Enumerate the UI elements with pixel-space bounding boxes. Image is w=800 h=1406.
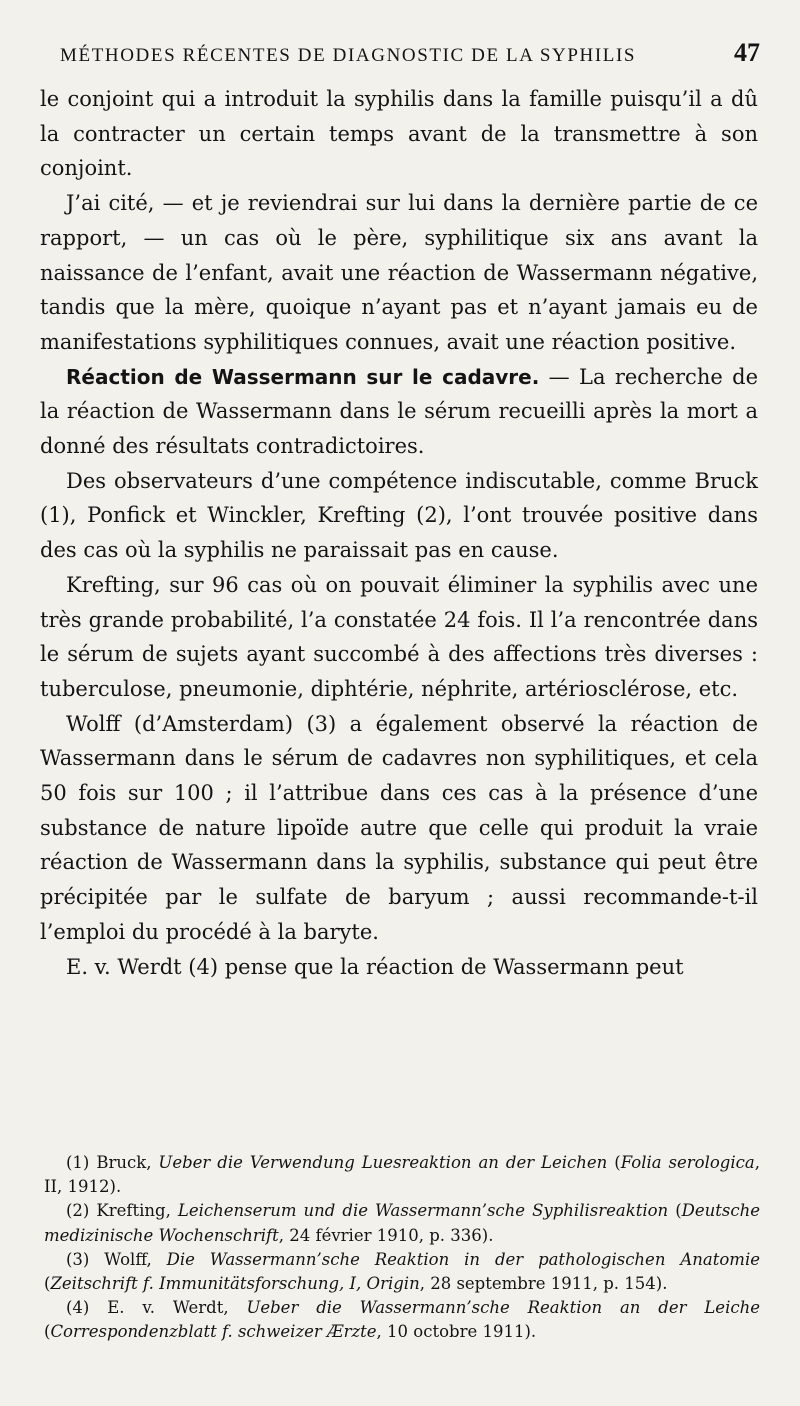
footnote-1 [44,1151,760,1199]
footnote-title: Leichenserum und die Wassermann’sche Syphilisreaktion [177,1201,669,1221]
footnote-number: (1) [66,1153,90,1172]
footnote-text: ( [44,1274,51,1294]
footnotes [44,1151,760,1345]
paragraph-6: Wolff (d’Amsterdam) (3) a également observé la réaction de Wassermann dans le sérum de cadavres non syphilitiques, et cela 50 fois sur 100 ; il l’attribue dans ces cas à la présence d’une substance de nature lipoïde autre que celle qui produit la vraie réaction de Wassermann dans la syphilis, substance qui peut être précipitée par le sulfate de baryum ; aussi recommande-t-il l’emploi du procédé à la baryte. [40,711,758,944]
footnote-3 [44,1248,760,1296]
footnote-title: Ueber die Wassermann’sche Reaktion an der Leiche [246,1298,760,1318]
footnote-text: , 10 octobre 1911). [376,1322,537,1342]
footnote-number: (4) [66,1298,90,1318]
footnote-text: , 24 février 1910, p. 336). [278,1225,494,1245]
section-heading: Réaction de Wassermann sur le cadavre. [66,364,540,389]
footnote-title: Ueber die Verwendung Luesreaktion an der Leichen [158,1153,608,1172]
footnote-4 [44,1296,760,1344]
footnote-journal: Deutsche medizinische Wochenschrift [44,1201,760,1245]
footnote-author: Wolff, [89,1249,167,1269]
footnote-text: , 28 septembre 1911, p. 154). [419,1274,668,1294]
footnote-text: ( [607,1153,621,1172]
paragraph-3 [40,360,758,464]
footnote-text: ( [668,1201,682,1221]
footnote-journal: Folia serologica [620,1153,755,1172]
footnote-title: Die Wassermann’sche Reaktion in der pathologischen Anatomie [166,1249,760,1269]
running-header [60,38,760,78]
footnote-author: Bruck, [89,1153,159,1172]
footnote-journal: Zeitschrift f. Immunitätsforschung, I, Origin [50,1274,420,1294]
footnote-2 [44,1199,760,1247]
running-title: MÉTHODES RÉCENTES DE DIAGNOSTIC DE LA SYPHILIS [60,45,637,66]
page-number: 47 [734,38,760,67]
paragraph-3-text: — La recherche de la réaction de Wassermann dans le sérum recueilli après la mort a donné des résultats contradictoires. [40,364,758,459]
paragraph-1: le conjoint qui a introduit la syphilis dans la famille puisqu’il a dû la contracter un certain temps avant de la transmettre à son conjoint. [40,87,758,181]
footnote-journal: Correspondenzblatt f. schweizer Ærzte [50,1322,377,1342]
footnote-number: (3) [66,1249,90,1269]
paragraph-7: E. v. Werdt (4) pense que la réaction de Wassermann peut [66,954,684,979]
paragraph-5: Krefting, sur 96 cas où on pouvait éliminer la syphilis avec une très grande probabilité, l’a constatée 24 fois. Il l’a rencontrée dans le sérum de sujets ayant succombé à des affections très diverses : tuberculose, pneumonie, diphtérie, néphrite, artériosclérose, etc. [40,572,758,701]
paragraph-4: Des observateurs d’une compétence indiscutable, comme Bruck (1), Ponfick et Winckler, Krefting (2), l’ont trouvée positive dans des cas où la syphilis ne paraissait pas en cause. [40,468,758,563]
footnote-text: , II, 1912). [44,1153,760,1197]
footnote-author: E. v. Werdt, [89,1298,247,1318]
footnote-author: Krefting, [89,1201,178,1221]
footnote-text: ( [44,1322,51,1342]
body-text [40,82,758,984]
footnote-number: (2) [66,1201,90,1221]
paragraph-2: J’ai cité, — et je reviendrai sur lui dans la dernière partie de ce rapport, — un cas où le père, syphilitique six ans avant la naissance de l’enfant, avait une réaction de Wassermann négative, tandis que la mère, quoique n’ayant pas et n’ayant jamais eu de manifestations syphilitiques connues, avait une réaction positive. [40,191,758,354]
